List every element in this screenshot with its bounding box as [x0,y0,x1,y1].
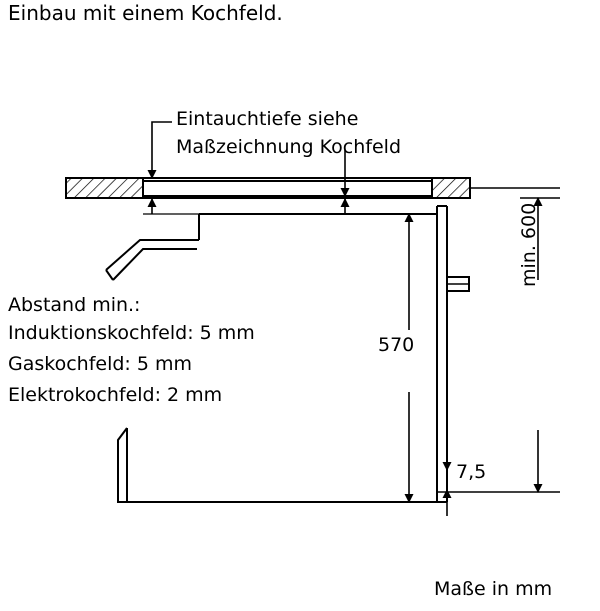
min-distance-electric: Elektrokochfeld: 2 mm [8,384,223,406]
gap-dimension-group [143,199,380,214]
dim-600-group [470,198,560,492]
immersion-depth-note-line2: Maßzeichnung Kochfeld [176,136,402,158]
immersion-depth-note-line1: Eintauchtiefe siehe [176,108,359,130]
dimension-label-570: 570 [378,334,415,356]
dimension-label-7-5: 7,5 [456,461,487,483]
dimension-label-min-600: min. 600 [518,202,540,287]
min-distance-title: Abstand min.: [8,294,141,316]
units-note: Maße in mm [434,578,553,600]
page-title: Einbau mit einem Kochfeld. [8,1,283,25]
min-distance-induction: Induktionskochfeld: 5 mm [8,322,255,344]
min-distance-gas: Gaskochfeld: 5 mm [8,353,193,375]
dim-570-group [398,214,420,502]
worktop-group [66,178,560,198]
